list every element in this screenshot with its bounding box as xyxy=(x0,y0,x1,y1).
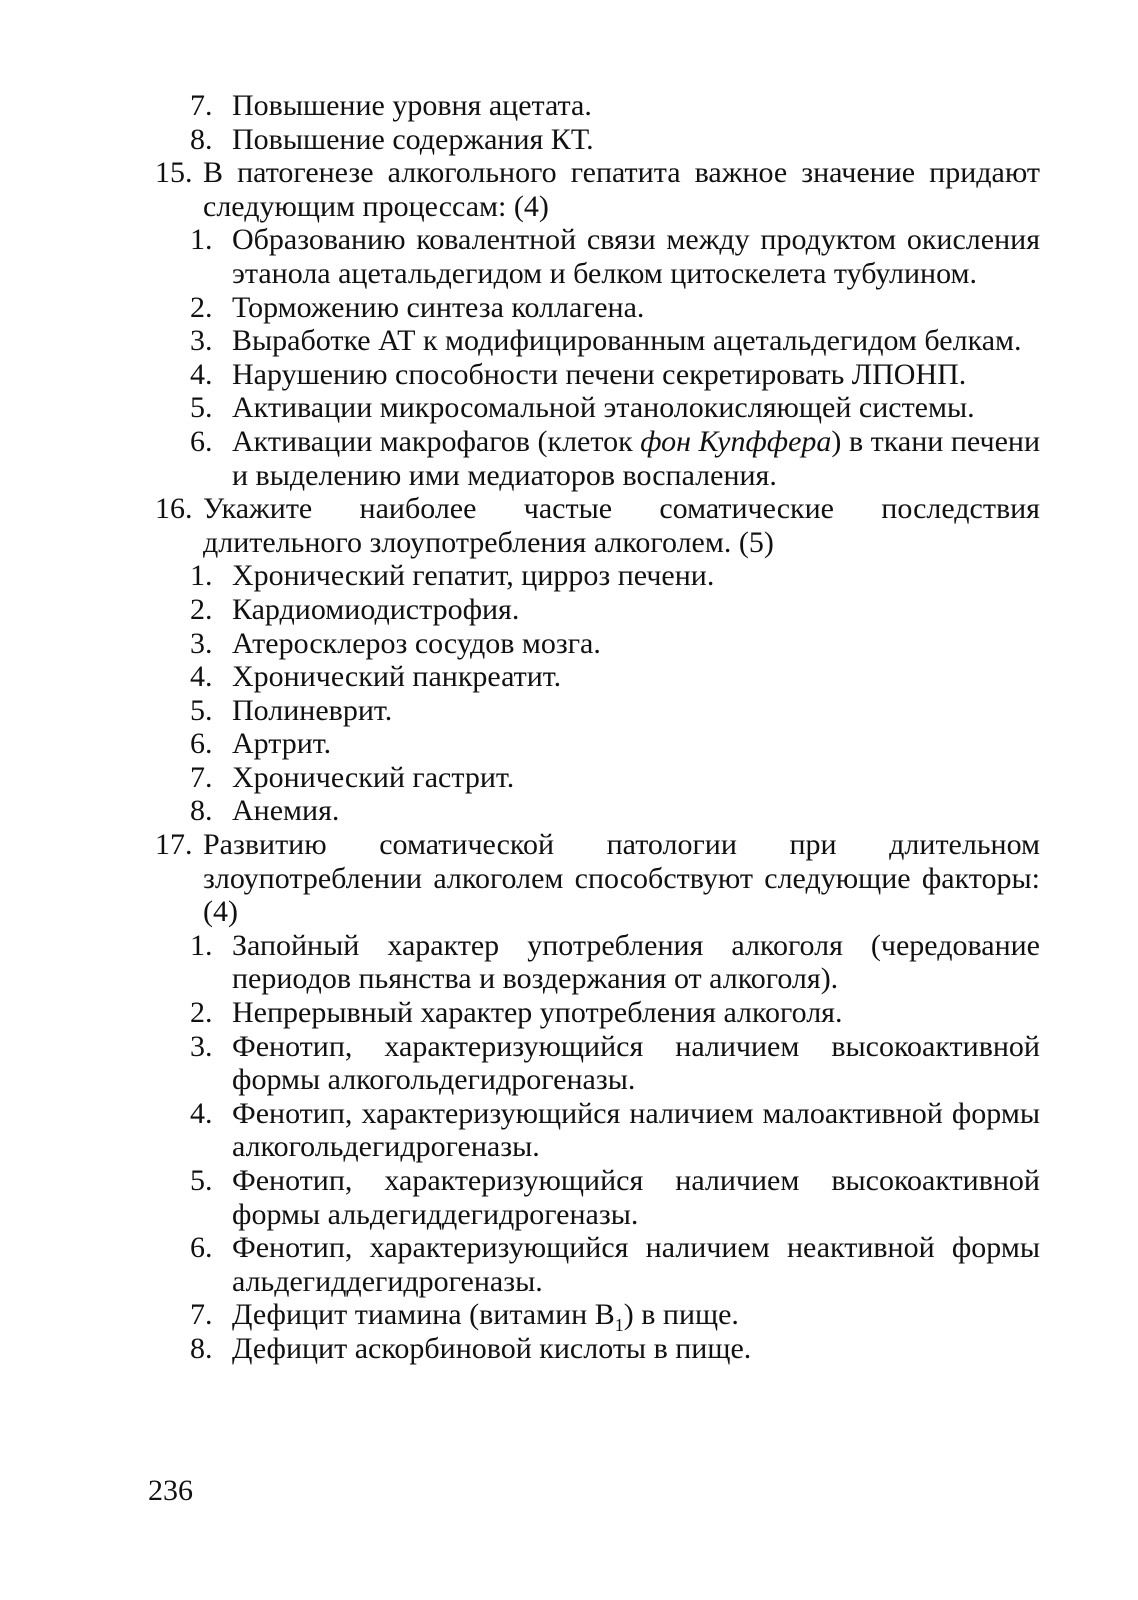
option-number: 1. xyxy=(190,223,213,257)
option-text: Полиневрит. xyxy=(232,693,393,727)
answer-option xyxy=(155,761,1040,795)
answer-option xyxy=(155,391,1040,425)
answer-option xyxy=(155,559,1040,593)
option-number: 8. xyxy=(190,122,213,156)
question-number: 15. xyxy=(155,156,193,190)
option-number: 2. xyxy=(190,290,213,324)
option-number: 4. xyxy=(190,357,213,391)
option-text-after: ) в ткани печени и выделению ими медиаторов воспаления. xyxy=(232,424,1041,492)
answer-option xyxy=(155,627,1040,661)
option-text: Активации микросомальной этанолокисляющей системы. xyxy=(232,391,975,425)
option-text: Повышение уровня ацетата. xyxy=(232,89,592,122)
option-number: 3. xyxy=(190,324,213,358)
option-text: Фенотип, характеризующийся наличием неактивной формы альдегиддегидрогеназы. xyxy=(232,1231,1040,1298)
answer-option xyxy=(155,1164,1040,1231)
option-text: Атеросклероз сосудов мозга. xyxy=(232,626,601,660)
answer-option xyxy=(155,291,1040,325)
option-number: 3. xyxy=(190,1029,213,1063)
option-number: 1. xyxy=(190,559,213,593)
option-number: 3. xyxy=(190,626,213,660)
question-text: Укажите наиболее частые соматические последствия длительного злоупотребления алкоголем. (5) xyxy=(203,492,1040,559)
option-number: 4. xyxy=(190,1096,213,1130)
option-text-before: Активации макрофагов (клеток xyxy=(232,424,641,458)
option-text: Хронический гепатит, цирроз печени. xyxy=(232,559,715,593)
answer-option xyxy=(155,1298,1040,1336)
option-text: Кардиомиодистрофия. xyxy=(232,592,520,626)
option-text: Выработке АТ к модифицированным ацетальдегидом белкам. xyxy=(232,324,1022,358)
answer-option xyxy=(155,727,1040,761)
question-16 xyxy=(155,492,1040,559)
answer-option xyxy=(155,89,1040,123)
question-15 xyxy=(155,156,1040,223)
option-number: 6. xyxy=(190,1231,213,1265)
option-number: 6. xyxy=(190,727,213,761)
option-text: Фенотип, характеризующийся наличием высокоактивной формы алкогольдегидрогеназы. xyxy=(232,1029,1040,1097)
option-text: Непрерывный характер употребления алкоголя. xyxy=(232,996,843,1030)
option-number: 8. xyxy=(190,794,213,828)
question-text: Развитию соматической патологии при длительном злоупотреблении алкоголем способствуют следующие факторы: (4) xyxy=(203,828,1040,929)
option-number: 5. xyxy=(190,1164,213,1197)
option-text-italic: фон Купффера xyxy=(640,424,832,458)
answer-option xyxy=(155,660,1040,694)
answer-option xyxy=(155,794,1040,828)
answer-option xyxy=(155,694,1040,728)
option-number: 5. xyxy=(190,693,213,727)
answer-option xyxy=(155,1030,1040,1097)
page-number: 236 xyxy=(148,1474,193,1507)
option-text: Хронический гастрит. xyxy=(232,760,515,794)
answer-option xyxy=(155,1231,1040,1298)
answer-option xyxy=(155,123,1040,157)
question-17 xyxy=(155,828,1040,929)
option-text: Фенотип, характеризующийся наличием малоактивной формы алкогольдегидрогеназы. xyxy=(232,1096,1040,1164)
option-text: Хронический панкреатит. xyxy=(232,660,562,694)
subscript: 1 xyxy=(614,1315,624,1336)
option-text: Артрит. xyxy=(232,727,332,761)
answer-option xyxy=(155,1097,1040,1164)
option-number: 2. xyxy=(190,592,213,626)
option-text: Нарушению способности печени секретировать ЛПОНП. xyxy=(232,357,967,391)
option-number: 7. xyxy=(190,89,213,122)
option-number: 7. xyxy=(190,760,213,794)
page-content xyxy=(155,89,1040,1366)
answer-option xyxy=(155,996,1040,1030)
question-number: 17. xyxy=(155,828,193,862)
option-text: Повышение содержания КТ. xyxy=(232,122,594,156)
answer-option xyxy=(155,425,1040,492)
option-number: 7. xyxy=(190,1298,213,1332)
option-text-after: ) в пище. xyxy=(623,1298,739,1332)
option-text: Дефицит аскорбиновой кислоты в пище. xyxy=(232,1331,752,1365)
option-number: 5. xyxy=(190,391,213,425)
answer-option xyxy=(155,223,1040,290)
answer-option xyxy=(155,1332,1040,1366)
option-number: 6. xyxy=(190,424,213,458)
option-number: 1. xyxy=(190,928,213,962)
option-number: 8. xyxy=(190,1331,213,1365)
answer-option xyxy=(155,358,1040,392)
option-text: Анемия. xyxy=(232,794,340,828)
question-text: В патогенезе алкогольного гепатита важное значение придают следующим процессам: (4) xyxy=(203,156,1040,223)
answer-option xyxy=(155,324,1040,358)
answer-option xyxy=(155,593,1040,627)
option-text: Запойный характер употребления алкоголя (чередование периодов пьянства и воздержания от алкоголя). xyxy=(232,928,1040,996)
option-text: Торможению синтеза коллагена. xyxy=(232,290,645,324)
answer-option xyxy=(155,929,1040,996)
option-text: Фенотип, характеризующийся наличием высокоактивной формы альдегиддегидрогеназы. xyxy=(232,1164,1040,1231)
option-number: 4. xyxy=(190,660,213,694)
option-text: Образованию ковалентной связи между продуктом окисления этанола ацетальдегидом и белком цитоскелета тубулином. xyxy=(232,223,1040,290)
option-text-before: Дефицит тиамина (витамин B xyxy=(232,1298,615,1332)
option-number: 2. xyxy=(190,996,213,1030)
question-number: 16. xyxy=(155,492,193,526)
